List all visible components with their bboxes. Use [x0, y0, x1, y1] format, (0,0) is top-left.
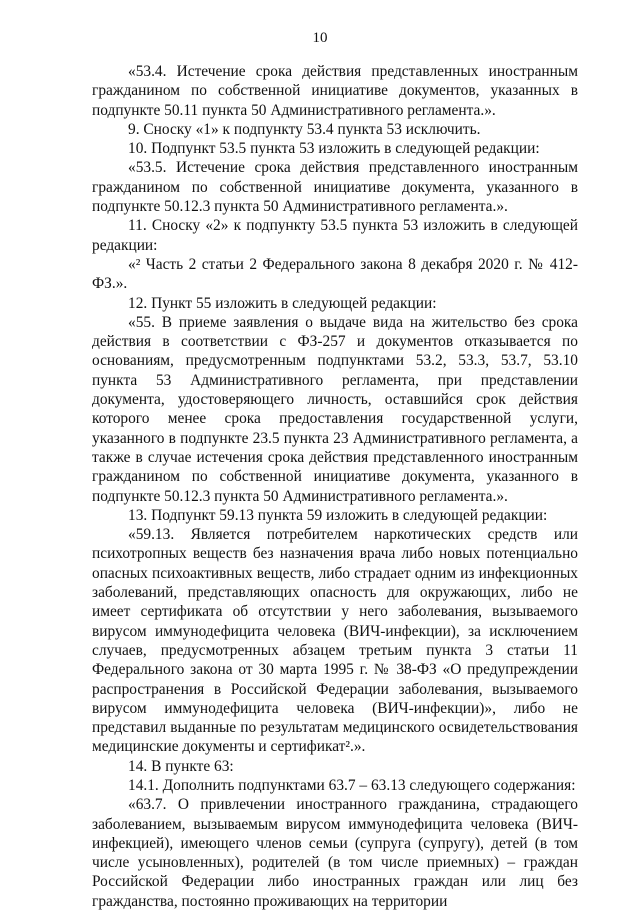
paragraph-item-14-1: 14.1. Дополнить подпунктами 63.7 – 63.13 следующего содержания:: [128, 776, 576, 794]
paragraph-item-12: 12. Пункт 55 изложить в следующей редакции:: [128, 294, 437, 312]
paragraph-item-11: 11. Сноску «2» к подпункту 53.5 пункта 53 изложить в следующей редакции:: [92, 217, 578, 254]
paragraph-item-14: 14. В пункте 63:: [128, 757, 234, 775]
paragraph-footnote-2-text: «² Часть 2 статьи 2 Федерального закона 8 декабря 2020 г. № 412-ФЗ.».: [92, 255, 578, 293]
document-body: [92, 62, 578, 911]
paragraph-53-5-text: «53.5. Истечение срока действия представленного иностранным гражданином по собственной инициативе документа, указанного в подпункте 50.12.3 пункта 50 Административного регламента.».: [92, 159, 578, 216]
paragraph-63-7-text: «63.7. О привлечении иностранного гражданина, страдающего заболеванием, вызываемым вирусом иммунодефицита человека (ВИЧ-инфекцией), имеющего членов семьи (супруга (супругу), детей (в том числе усыновленных), родителей (в том числе приемных) – граждан Российской Федерации либо иностранных граждан или лиц без гражданства, постоянно проживающих на территории: [92, 796, 578, 910]
paragraph-item-10: 10. Подпункт 53.5 пункта 53 изложить в следующей редакции:: [128, 140, 540, 158]
paragraph-55-text: «55. В приеме заявления о выдаче вида на жительство без срока действия в соответствии с ФЗ-257 и документов отказывается по основаниям, предусмотренным подпунктами 53.2, 53.3, 53.7, 53.10 пункта 53 Административного регламента, при представлении документа, удостоверяющего личность, оставшийся срок действия которого менее срока предоставления государственной услуги, указанного в подпункте 23.5 пункта 23 Административного регламента, а также в случае истечения срока действия представленного иностранным гражданином по собственной инициативе документа, указанного в подпункте 50.12.3 пункта 50 Административного регламента.».: [92, 313, 578, 505]
paragraph-53-4-text: «53.4. Истечение срока действия представленных иностранным гражданином по собственной инициативе документов, указанных в подпункте 50.11 пункта 50 Административного регламента.».: [92, 63, 578, 119]
paragraph-59-13-text: «59.13. Является потребителем наркотических средств или психотропных веществ без назначения врача либо новых потенциально опасных психоактивных веществ, либо страдает одним из инфекционных заболеваний, представляющих опасность для окружающих, либо не имеет сертификата об отсутствии у него заболевания, вызываемого вирусом иммунодефицита человека (ВИЧ-инфекции), за исключением случаев, предусмотренных абзацем третьим пункта 3 статьи 11 Федерального закона от 30 марта 1995 г. № 38-ФЗ «О предупреждении распространения в Российской Федерации заболевания, вызываемого вирусом иммунодефицита человека (ВИЧ-инфекции)», либо не представил выданные по результатам медицинского освидетельствования медицинские документы и сертификат².».: [92, 526, 578, 756]
page-number: 10: [312, 30, 328, 46]
paragraph-item-9: 9. Сноску «1» к подпункту 53.4 пункта 53 исключить.: [128, 120, 481, 138]
paragraph-item-13: 13. Подпункт 59.13 пункта 59 изложить в следующей редакции:: [128, 506, 548, 524]
